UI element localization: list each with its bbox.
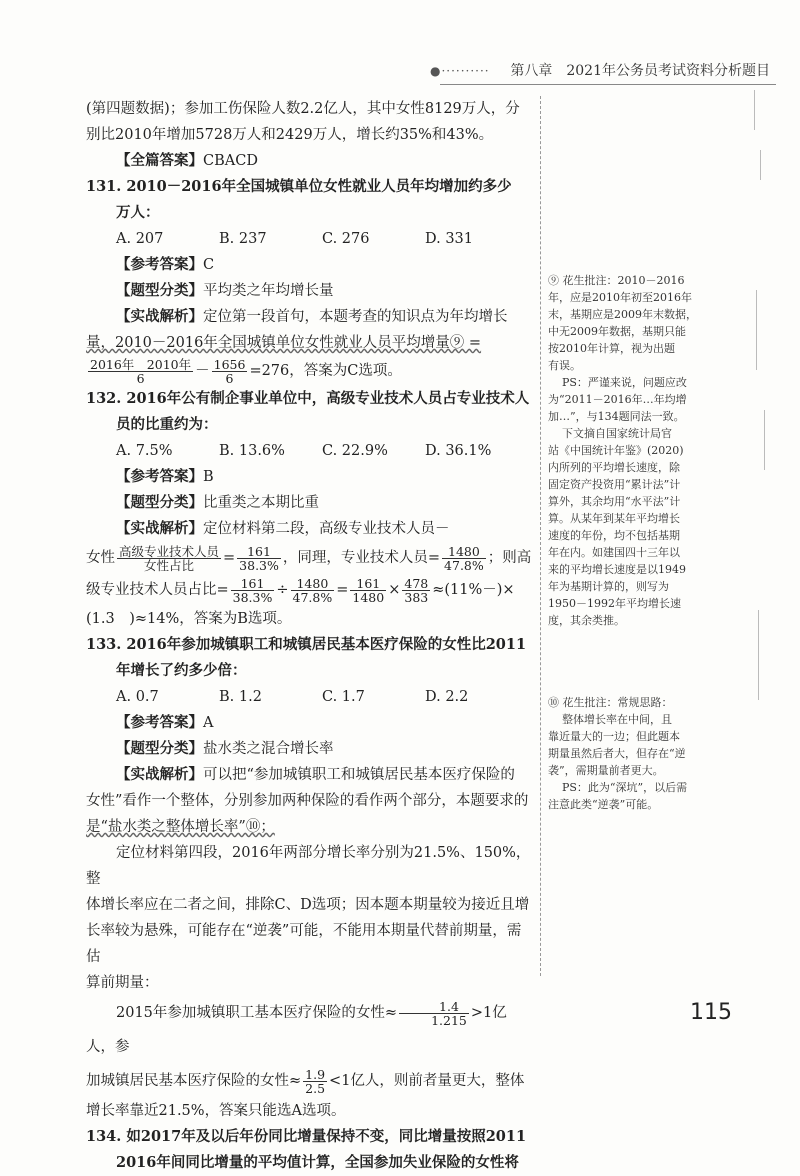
side-note-9: ⑨ 花生批注：2010－2016 年，应是2010年初至2016年 末，基期应是2009年末数据， 中无2009年数据，基期只能 按2010年计算，视为出题 有误。 PS：严谨来说，问题应改 为“2011－2016年…年均增 加…”，与134题同法一致。 下文摘自国家统计局官 站《中国统计年鉴》(2020) 内所列的平均增长速度，除 固定资产投资用“累计法”计 算外，其余均用“水平法”计 算。从某年到某年平均增长 速度的年份，均不包括基期 年在内。如建国四十三年以 来的平均增长速度是以1949 年为基期计算的，则写为 1950－1992年平均增长速 度，其余类推。: [548, 274, 697, 627]
all-answers: 【全篇答案】CBACD: [116, 152, 258, 169]
q133-stem2: 年增长了约多少倍：: [116, 662, 247, 679]
column-divider: [540, 96, 541, 976]
q131-type: 【题型分类】平均类之年均增长量: [116, 282, 334, 299]
text-line: (1.3 )≈14%，答案为B选项。: [86, 611, 292, 627]
q134-stem2: 2016年间同比增量的平均值计算，全国参加失业保险的女性将: [116, 1154, 519, 1171]
running-header: [430, 60, 770, 82]
q133-options: A. 0.7 B. 1.2 C. 1.7 D. 2.2: [116, 689, 469, 705]
text-line: 算前期量：: [86, 975, 159, 991]
q131-analysis: 【实战解析】定位第一段首句，本题考查的知识点为年均增长: [116, 308, 508, 325]
q133-analysis: 【实战解析】可以把“参加城镇职工和城镇居民基本医疗保险的: [116, 766, 515, 783]
header-dots: ●··········: [430, 64, 490, 78]
side-note-10: ⑩ 花生批注：常规思路： 整体增长率在中间，且 靠近量大的一边；但此题本 期量虽然后者大，但存在“逆 袭”，需期量前者更大。 PS：此为“深坑”，以后需 注意此类“逆袭”可能。: [548, 696, 688, 811]
q133-type: 【题型分类】盐水类之混合增长率: [116, 740, 334, 757]
text-line: 体增长率应在二者之间，排除C、D选项；因本题本期量较为接近且增: [86, 897, 530, 913]
q132-stem2: 员的比重约为：: [116, 416, 218, 433]
text-line: 2015年参加城镇职工基本医疗保险的女性≈ $\frac{1.4}{1.215}$ >1亿人，参: [86, 998, 507, 1055]
text-line: 加城镇居民基本医疗保险的女性≈ $\frac{1.9}{2.5}$ <1亿人，则前者量更大，整体: [86, 1066, 525, 1096]
q131-options: A. 207 B. 237 C. 276 D. 331: [116, 231, 474, 247]
header-rule: [440, 84, 776, 85]
text-line: 定位材料第四段，2016年两部分增长率分别为21.5%、150%，整: [86, 845, 531, 887]
text-line: 女性”看作一个整体，分别参加两种保险的看作两个部分，本题要求的: [86, 793, 529, 809]
text-line: 增长率靠近21.5%，答案只能选A选项。: [86, 1103, 346, 1119]
text-line: 女性 $\frac{\text{高级专业技术人员}}{\text{女性占比}}$ = $\frac{161}{38.3\%}$ ，同理，专业技术人员= $\frac{1480}{47.8\%}$ ；则高: [86, 543, 532, 573]
q132-type: 【题型分类】比重类之本期比重: [116, 494, 319, 511]
text-line: 级专业技术人员占比= $\frac{161}{38.3\%}$ ÷ $\frac{1480}{47.8\%}$ = $\frac{161}{1480}$ × $\frac{478}{383}$ ≈(11%－)×: [86, 575, 515, 605]
text-line: 长率较为悬殊，可能存在“逆袭”可能，不能用本期量代替前期量，需估: [86, 923, 522, 965]
text-line: 别比2010年增加5728万人和2429万人，增长约35%和43%。: [86, 127, 494, 143]
page-edge-marks: [750, 90, 790, 790]
q132-analysis: 【实战解析】定位材料第二段，高级专业技术人员－: [116, 520, 450, 537]
main-column: [86, 96, 534, 1176]
q132-stem: 132. 2016年公有制企事业单位中，高级专业技术人员占专业技术人: [86, 390, 530, 407]
q132-options: A. 7.5% B. 13.6% C. 22.9% D. 36.1%: [116, 443, 492, 459]
q134-stem: 134. 如2017年及以后年份同比增量保持不变，同比增量按照2011: [86, 1128, 527, 1145]
header-title: 第八章 2021年公务员考试资料分析题目: [510, 63, 770, 79]
page-number: 115: [690, 1000, 732, 1025]
text-line: $\frac{\text{2016年 2010年}}{6}$ － $\frac{1656}{6}$ =276，答案为C选项。: [90, 356, 402, 386]
q133-stem: 133. 2016年参加城镇职工和城镇居民基本医疗保险的女性比2011: [86, 636, 527, 653]
q131-stem2: 万人：: [116, 204, 160, 221]
q133-answer: 【参考答案】A: [116, 714, 214, 731]
text-line: 量，2010－2016年全国城镇单位女性就业人员平均增量⑨ =: [86, 335, 482, 351]
q131-answer: 【参考答案】C: [116, 256, 215, 273]
q131-stem: 131. 2010－2016年全国城镇单位女性就业人员年均增加约多少: [86, 178, 512, 195]
text-line: (第四题数据)；参加工伤保险人数2.2亿人，其中女性8129万人，分: [86, 101, 520, 117]
text-line: 是“盐水类之整体增长率”⑩；: [86, 819, 275, 835]
q132-answer: 【参考答案】B: [116, 468, 214, 485]
